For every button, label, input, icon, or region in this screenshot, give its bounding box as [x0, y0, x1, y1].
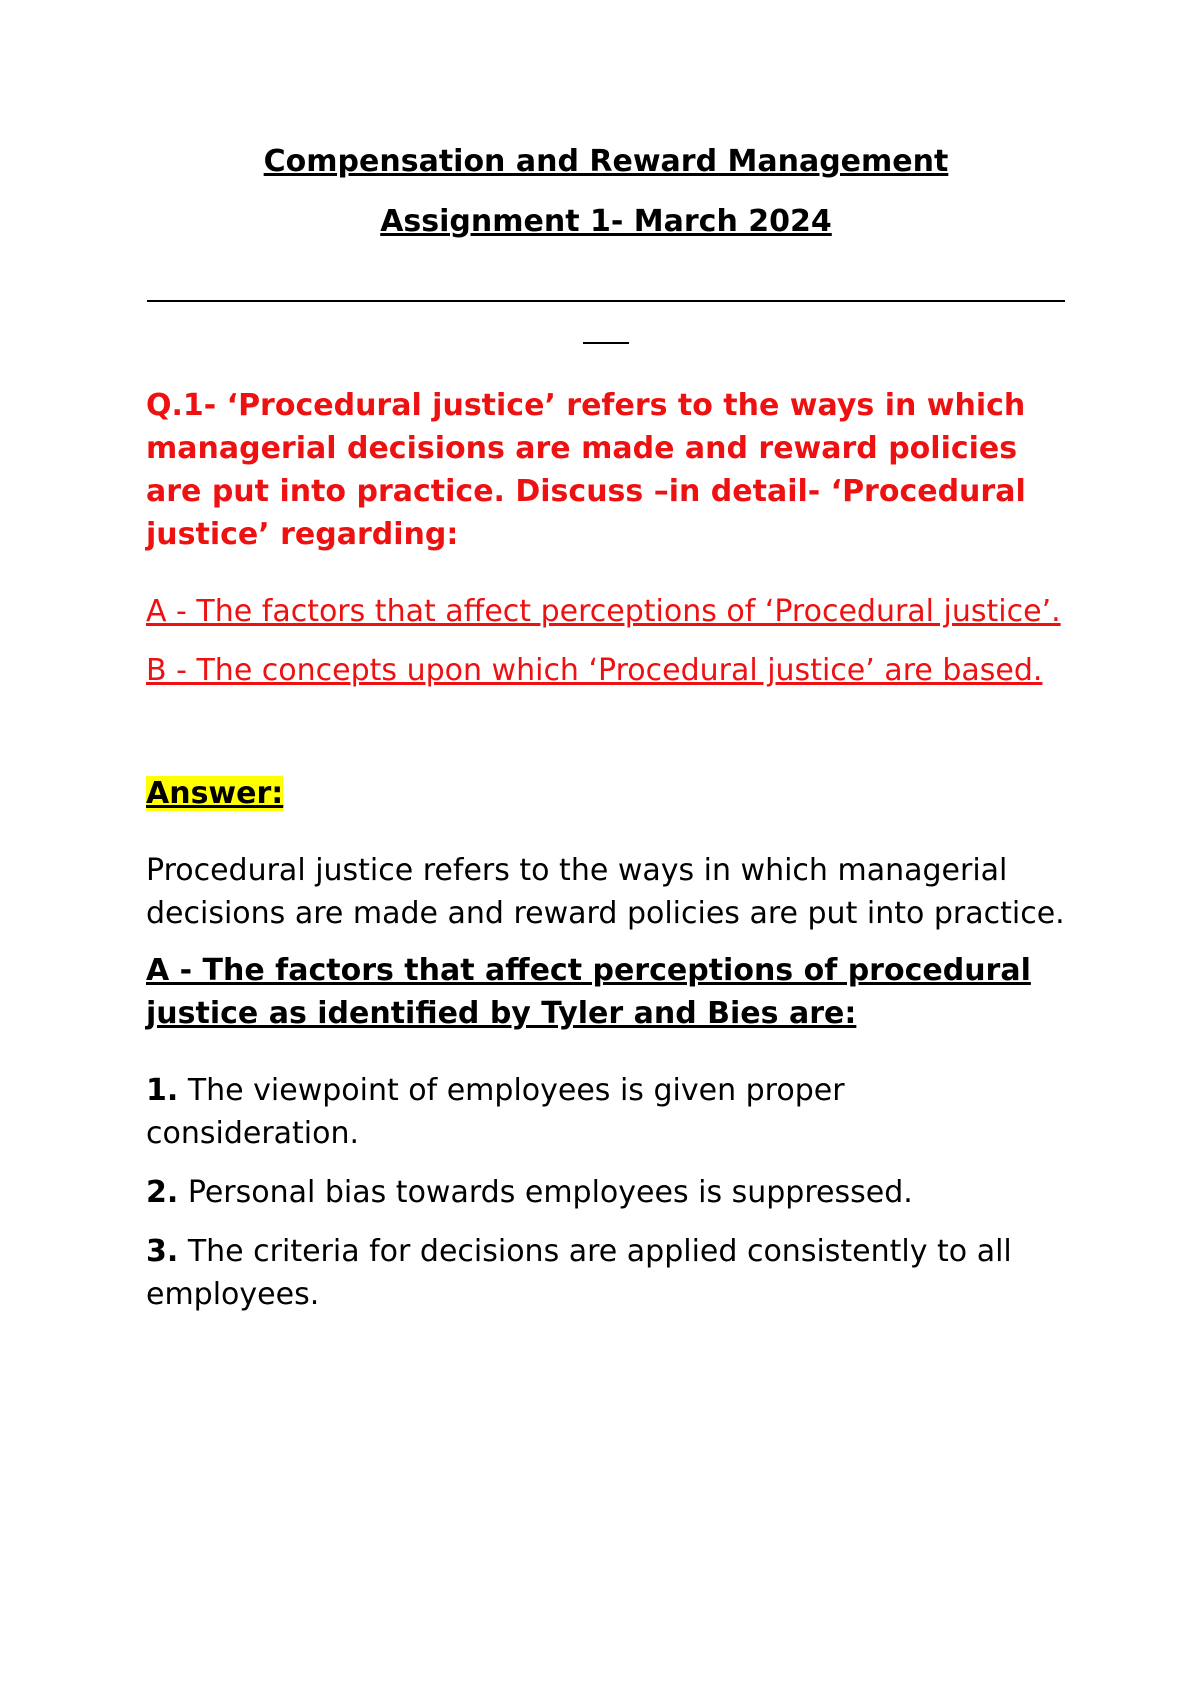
divider-line-short — [583, 342, 629, 344]
question-part-a: A - The factors that affect perceptions of ‘Procedural justice’. — [146, 594, 1061, 629]
list-item — [146, 1069, 1066, 1155]
answer-label — [146, 772, 1066, 815]
list-item — [146, 1230, 1066, 1316]
question-part-b: B - The concepts upon which ‘Procedural justice’ are based. — [146, 653, 1043, 688]
list-item-number: 2. — [146, 1175, 179, 1210]
answer-intro: Procedural justice refers to the ways in which managerial decisions are made and reward policies are put into practice. — [146, 853, 1065, 931]
question-text: Q.1- ‘Procedural justice’ refers to the ways in which managerial decisions are made and reward policies are put into practice. Discuss –in detail- ‘Procedural justice’ regarding: — [146, 388, 1026, 552]
list-item-number: 1. — [146, 1073, 179, 1108]
list-item-text: Personal bias towards employees is suppressed. — [178, 1175, 913, 1210]
list-item-text: The criteria for decisions are applied consistently to all employees. — [146, 1234, 1012, 1312]
list-item-text: The viewpoint of employees is given proper consideration. — [146, 1073, 845, 1151]
section-heading-a: A - The factors that affect perceptions of procedural justice as identified by Tyler and Bies are: — [146, 953, 1031, 1031]
document-page — [146, 140, 1066, 1316]
list-item-number: 3. — [146, 1234, 179, 1269]
divider-line-long — [147, 300, 1065, 302]
document-title: Compensation and Reward Management — [263, 144, 949, 179]
answer-label-highlight: Answer: — [146, 776, 284, 811]
horizontal-divider — [146, 300, 1066, 344]
document-subtitle: Assignment 1- March 2024 — [380, 204, 832, 239]
list-item — [146, 1171, 1066, 1214]
